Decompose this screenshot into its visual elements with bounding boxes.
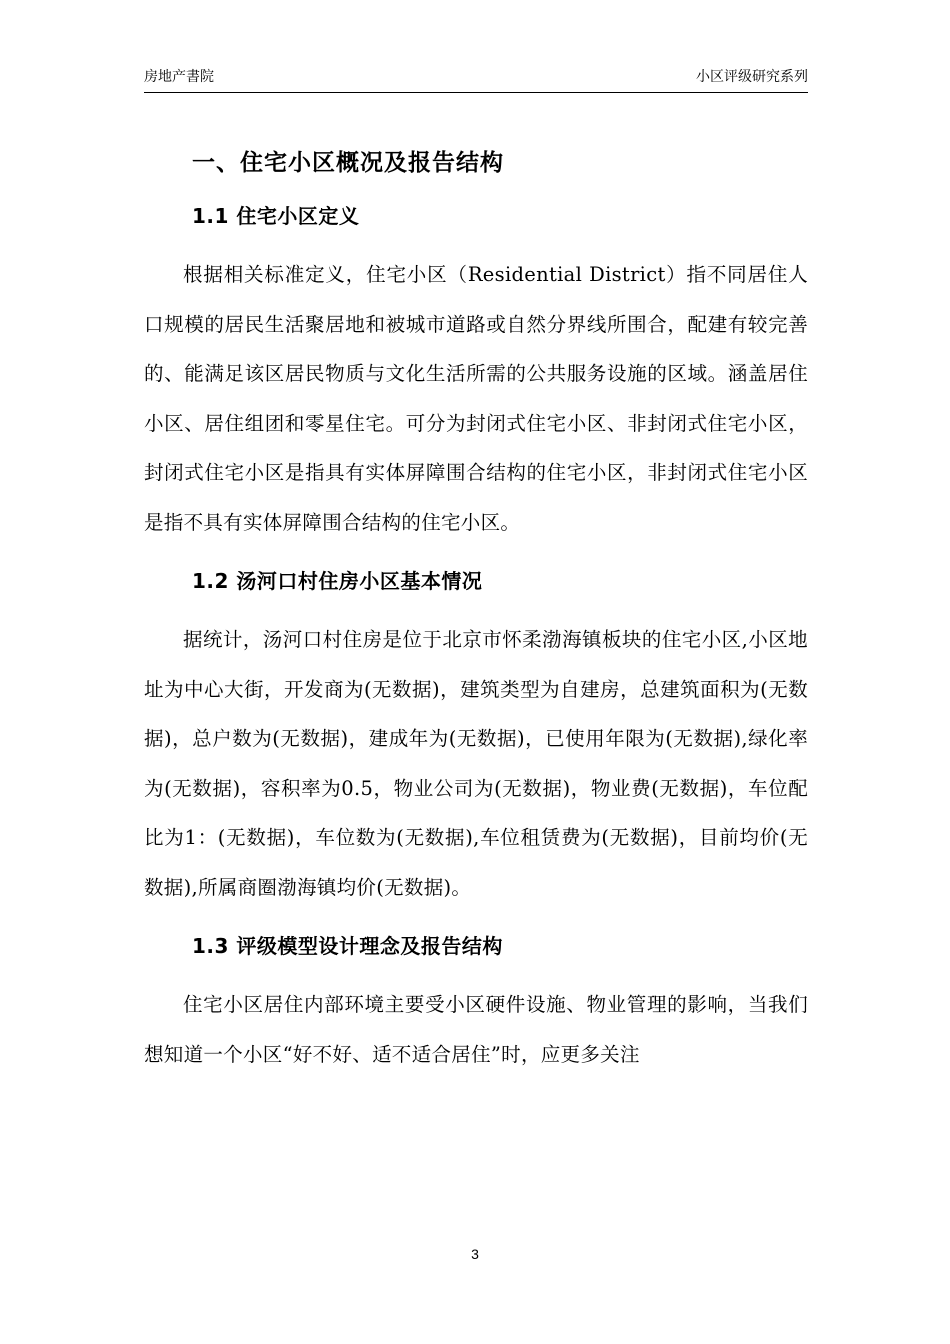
paragraph-basic-info: 据统计，汤河口村住房是位于北京市怀柔渤海镇板块的住宅小区,小区地址为中心大街，开发商为(无数据)，建筑类型为自建房，总建筑面积为(无数据)，总户数为(无数据)，建成年为(无数据)，已使用年限为(无数据),绿化率为(无数据)，容积率为0.5，物业公司为(无数据)，物业费(无数据)，车位配比为1：(无数据)，车位数为(无数据),车位租赁费为(无数据)，目前均价(无数据),所属商圈渤海镇均价(无数据)。 [144, 628, 808, 899]
header-series-title: 小区评级研究系列 [696, 69, 808, 85]
subsection-title-1-1: 1.1 住宅小区定义 [192, 204, 360, 228]
subsection-title-1-3: 1.3 评级模型设计理念及报告结构 [192, 934, 503, 958]
header-divider [144, 92, 808, 93]
header-publisher: 房地产書院 [144, 69, 214, 85]
page-header [144, 66, 808, 88]
subsection-title-1-2: 1.2 汤河口村住房小区基本情况 [192, 569, 483, 593]
paragraph-definition: 根据相关标准定义，住宅小区（Residential District）指不同居住人口规模的居民生活聚居地和被城市道路或自然分界线所围合，配建有较完善的、能满足该区居民物质与文化生活所需的公共服务设施的区域。涵盖居住小区、居住组团和零星住宅。可分为封闭式住宅小区、非封闭式住宅小区，封闭式住宅小区是指具有实体屏障围合结构的住宅小区，非封闭式住宅小区是指不具有实体屏障围合结构的住宅小区。 [144, 263, 808, 534]
section-title: 一、住宅小区概况及报告结构 [192, 150, 504, 176]
page-body [144, 140, 808, 1079]
page-number: 3 [471, 1246, 479, 1262]
paragraph-model-design: 住宅小区居住内部环境主要受小区硬件设施、物业管理的影响，当我们想知道一个小区“好不好、适不适合居住”时，应更多关注 [144, 993, 808, 1066]
